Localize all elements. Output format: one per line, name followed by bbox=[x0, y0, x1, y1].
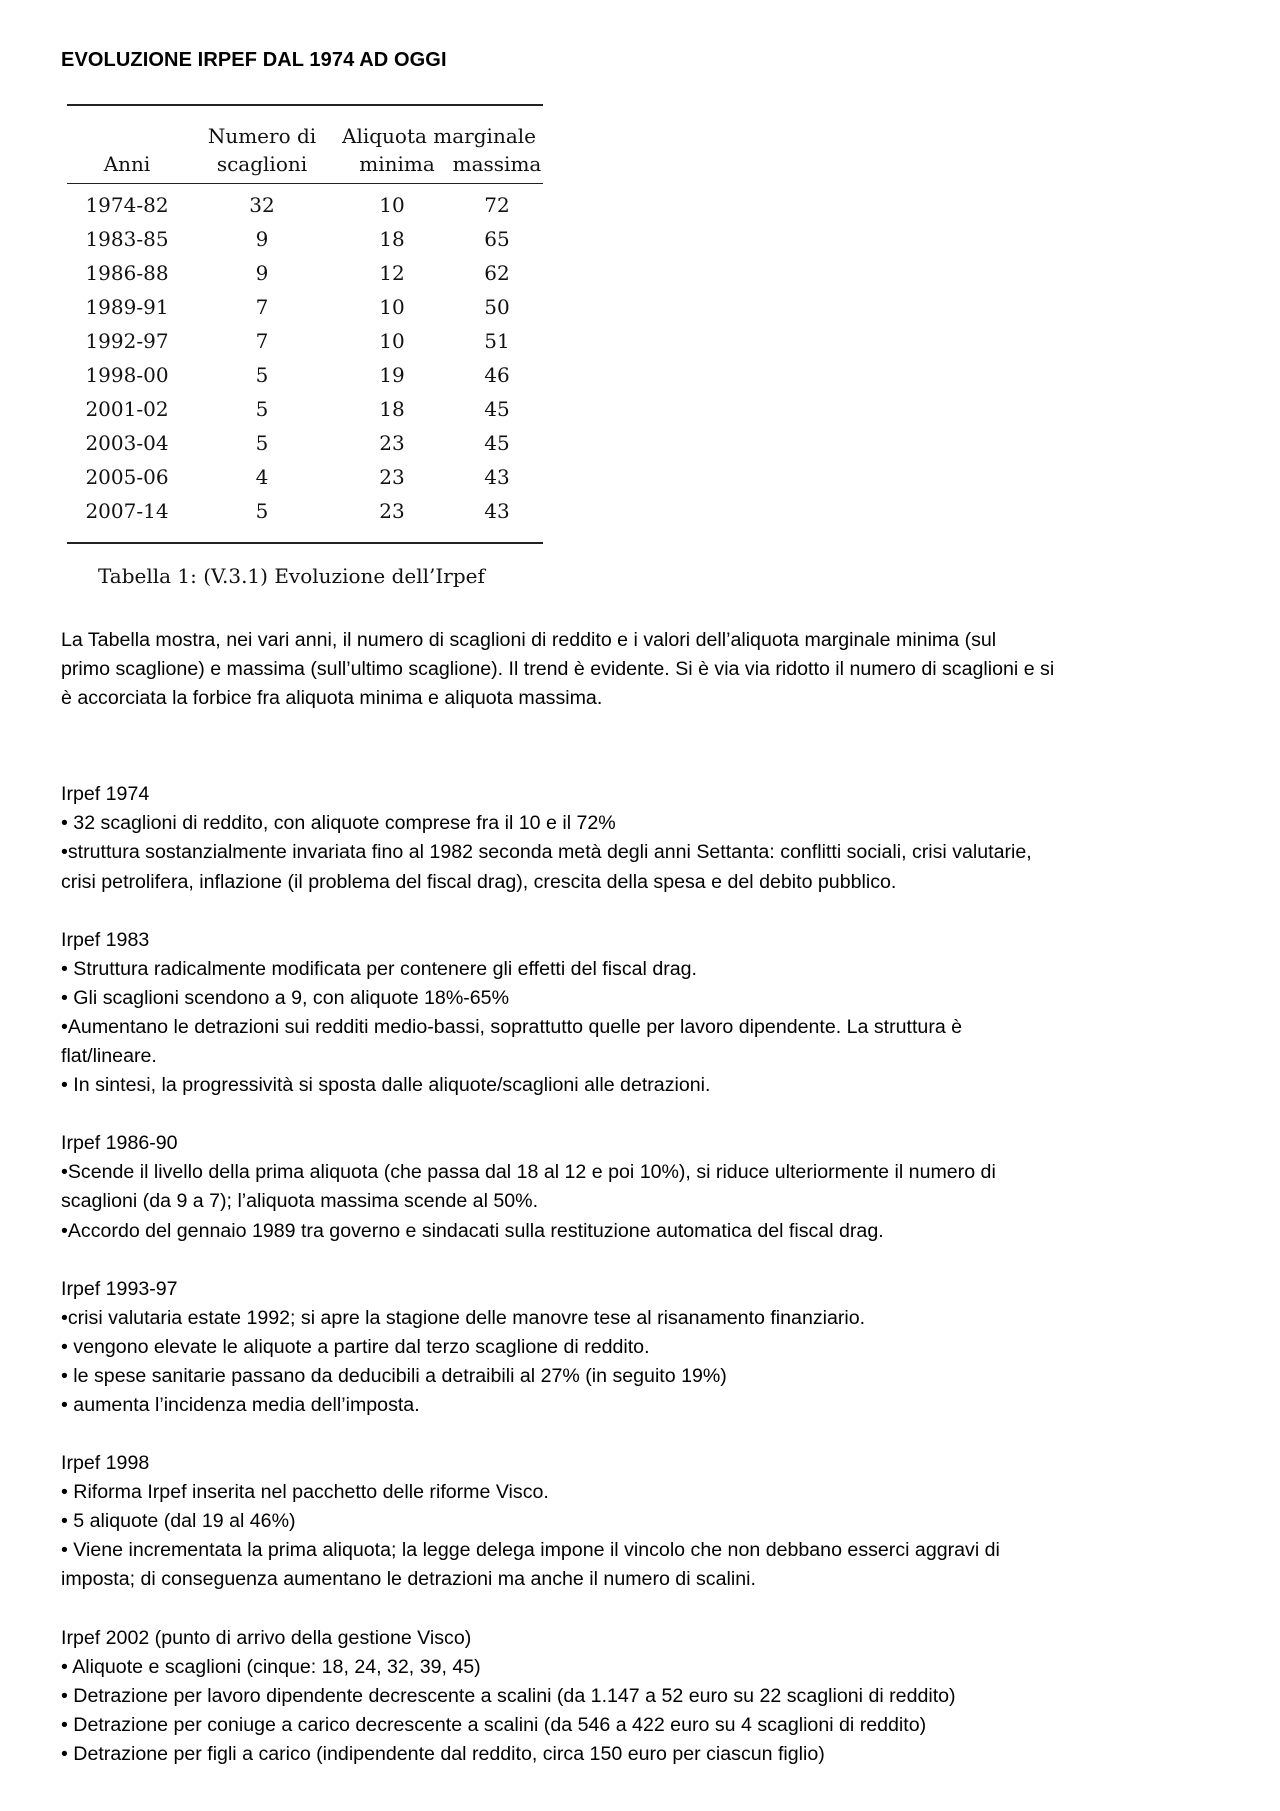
sections-list bbox=[61, 780, 1181, 1769]
section-title: Irpef 1986-90 bbox=[61, 1132, 178, 1155]
massima-cell: 72 bbox=[484, 193, 510, 217]
section-line: • Riforma Irpef inserita nel pacchetto delle riforme Visco. bbox=[61, 1481, 549, 1504]
section-title: Irpef 1983 bbox=[61, 928, 150, 951]
table-row bbox=[67, 465, 543, 499]
section-line: • Detrazione per figli a carico (indipendente dal reddito, circa 150 euro per ciascun figlio) bbox=[61, 1742, 825, 1765]
intro-line: La Tabella mostra, nei vari anni, il numero di scaglioni di reddito e i valori dell’aliquota marginale minima (sul bbox=[61, 629, 997, 651]
section-line: •Accordo del gennaio 1989 tra governo e sindacati sulla restituzione automatica del fiscal drag. bbox=[61, 1219, 884, 1242]
section bbox=[61, 926, 1181, 1101]
scaglioni-cell: 9 bbox=[255, 227, 269, 251]
massima-cell: 43 bbox=[484, 499, 510, 523]
section-line: •struttura sostanzialmente invariata fino al 1982 seconda metà degli anni Settanta: conflitti sociali, crisi valutarie, bbox=[61, 841, 1032, 864]
section-line: • 5 aliquote (dal 19 al 46%) bbox=[61, 1510, 296, 1533]
minima-cell: 18 bbox=[379, 227, 405, 251]
section-line: •Scende il livello della prima aliquota (che passa dal 18 al 12 e poi 10%), si riduce ulteriormente il numero di bbox=[61, 1161, 996, 1184]
massima-cell: 50 bbox=[484, 295, 510, 319]
year-cell: 2007-14 bbox=[85, 499, 169, 523]
minima-cell: 23 bbox=[379, 499, 405, 523]
year-cell: 1986-88 bbox=[85, 261, 169, 285]
section-title: Irpef 1993-97 bbox=[61, 1277, 178, 1300]
section-line: •Aumentano le detrazioni sui redditi medio-bassi, soprattutto quelle per lavoro dipendente. La struttura è bbox=[61, 1015, 963, 1038]
section-line: crisi petrolifera, inflazione (il problema del fiscal drag), crescita della spesa e del debito pubblico. bbox=[61, 870, 897, 893]
section bbox=[61, 780, 1181, 896]
header-massima: massima bbox=[452, 152, 542, 176]
table-row bbox=[67, 261, 543, 295]
scaglioni-cell: 5 bbox=[255, 363, 269, 387]
section-line: • vengono elevate le aliquote a partire dal terzo scaglione di reddito. bbox=[61, 1335, 650, 1358]
table-header-rule bbox=[67, 183, 543, 184]
section-title: Irpef 1998 bbox=[61, 1452, 150, 1475]
table-row bbox=[67, 363, 543, 397]
document-title: EVOLUZIONE IRPEF DAL 1974 AD OGGI bbox=[61, 49, 447, 71]
year-cell: 2003-04 bbox=[85, 431, 169, 455]
scaglioni-cell: 4 bbox=[255, 465, 269, 489]
year-cell: 2005-06 bbox=[85, 465, 169, 489]
massima-cell: 51 bbox=[484, 329, 510, 353]
massima-cell: 45 bbox=[484, 431, 510, 455]
scaglioni-cell: 7 bbox=[255, 329, 269, 353]
minima-cell: 23 bbox=[379, 431, 405, 455]
section bbox=[61, 1624, 1181, 1769]
section-line: imposta; di conseguenza aumentano le detrazioni ma anche il numero di scalini. bbox=[61, 1568, 756, 1591]
header-minima: minima bbox=[359, 152, 435, 176]
table-row bbox=[67, 329, 543, 363]
section-line: • In sintesi, la progressività si sposta dalle aliquote/scaglioni alle detrazioni. bbox=[61, 1074, 711, 1097]
scaglioni-cell: 32 bbox=[249, 193, 275, 217]
year-cell: 1974-82 bbox=[85, 193, 169, 217]
table-row bbox=[67, 295, 543, 329]
massima-cell: 45 bbox=[484, 397, 510, 421]
table-caption: Tabella 1: (V.3.1) Evoluzione dell’Irpef bbox=[98, 564, 485, 588]
header-numero-line1: Numero di bbox=[207, 124, 317, 148]
scaglioni-cell: 5 bbox=[255, 431, 269, 455]
massima-cell: 65 bbox=[484, 227, 510, 251]
minima-cell: 10 bbox=[379, 295, 405, 319]
massima-cell: 62 bbox=[484, 261, 510, 285]
section-line: • Gli scaglioni scendono a 9, con aliquote 18%-65% bbox=[61, 986, 509, 1009]
header-aliquota: Aliquota marginale bbox=[342, 124, 536, 148]
section-line: •crisi valutaria estate 1992; si apre la stagione delle manovre tese al risanamento finanziario. bbox=[61, 1306, 866, 1329]
section-title: Irpef 2002 (punto di arrivo della gestione Visco) bbox=[61, 1626, 472, 1649]
intro-line: primo scaglione) e massima (sull’ultimo scaglione). Il trend è evidente. Si è via via ridotto il numero di scaglioni e si bbox=[61, 658, 1055, 681]
minima-cell: 10 bbox=[379, 329, 405, 353]
section-line: • Struttura radicalmente modificata per contenere gli effetti del fiscal drag. bbox=[61, 957, 698, 980]
section-title: Irpef 1974 bbox=[61, 783, 150, 806]
section bbox=[61, 1275, 1181, 1420]
year-cell: 1998-00 bbox=[85, 363, 169, 387]
table-row bbox=[67, 431, 543, 465]
intro-paragraph bbox=[61, 626, 1181, 713]
section-line: scaglioni (da 9 a 7); l’aliquota massima scende al 50%. bbox=[61, 1190, 539, 1213]
section bbox=[61, 1129, 1181, 1245]
section-line: flat/lineare. bbox=[61, 1045, 157, 1068]
scaglioni-cell: 7 bbox=[255, 295, 269, 319]
minima-cell: 12 bbox=[379, 261, 405, 285]
section-line: • Detrazione per coniuge a carico decrescente a scalini (da 546 a 422 euro su 4 scaglioni di reddito) bbox=[61, 1713, 927, 1736]
section-line: • Detrazione per lavoro dipendente decrescente a scalini (da 1.147 a 52 euro su 22 scaglioni di reddito) bbox=[61, 1684, 956, 1707]
table-top-rule bbox=[67, 104, 543, 106]
section-line: • 32 scaglioni di reddito, con aliquote comprese fra il 10 e il 72% bbox=[61, 812, 616, 835]
scaglioni-cell: 5 bbox=[255, 499, 269, 523]
year-cell: 2001-02 bbox=[85, 397, 169, 421]
scaglioni-cell: 5 bbox=[255, 397, 269, 421]
massima-cell: 43 bbox=[484, 465, 510, 489]
section bbox=[61, 1449, 1181, 1594]
table-bottom-rule bbox=[67, 542, 543, 544]
section-line: • Aliquote e scaglioni (cinque: 18, 24, 32, 39, 45) bbox=[61, 1655, 481, 1678]
section-line: • le spese sanitarie passano da deducibili a detraibili al 27% (in seguito 19%) bbox=[61, 1364, 727, 1387]
header-numero-line2: scaglioni bbox=[216, 152, 308, 176]
year-cell: 1989-91 bbox=[85, 295, 169, 319]
section-line: • aumenta l’incidenza media dell’imposta. bbox=[61, 1393, 420, 1416]
minima-cell: 10 bbox=[379, 193, 405, 217]
scaglioni-cell: 9 bbox=[255, 261, 269, 285]
massima-cell: 46 bbox=[484, 363, 510, 387]
section-line: • Viene incrementata la prima aliquota; la legge delega impone il vincolo che non debbano esserci aggravi di bbox=[61, 1539, 1000, 1562]
intro-line: è accorciata la forbice fra aliquota minima e aliquota massima. bbox=[61, 687, 603, 710]
minima-cell: 18 bbox=[379, 397, 405, 421]
table-row bbox=[67, 499, 543, 533]
header-anni: Anni bbox=[103, 152, 151, 176]
table-row bbox=[67, 397, 543, 431]
table-row bbox=[67, 193, 543, 227]
year-cell: 1983-85 bbox=[85, 227, 169, 251]
body-text bbox=[61, 626, 1181, 1769]
table-row bbox=[67, 227, 543, 261]
year-cell: 1992-97 bbox=[85, 329, 169, 353]
minima-cell: 23 bbox=[379, 465, 405, 489]
minima-cell: 19 bbox=[379, 363, 405, 387]
